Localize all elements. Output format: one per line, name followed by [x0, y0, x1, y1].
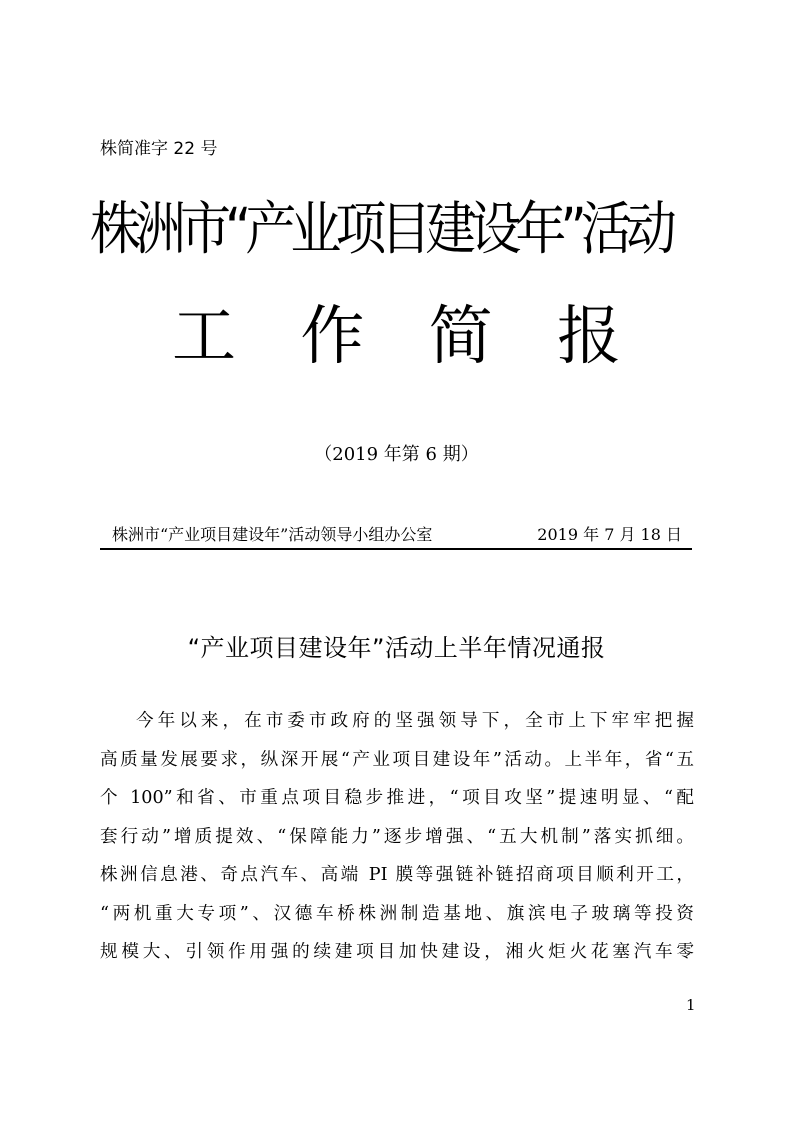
article-title: “产业项目建设年”活动上半年情况通报	[187, 634, 606, 662]
body-line: 高质量发展要求，纵深开展“产业项目建设年”活动。上半年，省“五	[100, 749, 694, 770]
header-rule	[100, 548, 692, 550]
body-paragraph	[100, 702, 694, 972]
body-line: “两机重大专项”、汉德车桥株洲制造基地、旗滨电子玻璃等投资	[100, 903, 694, 924]
body-line: 套行动”增质提效、“保障能力”逐步增强、“五大机制”落实抓细。	[100, 826, 694, 847]
body-line: 今年以来，在市委市政府的坚强领导下，全市上下牢牢把握	[136, 711, 694, 731]
page-number: 1	[686, 996, 696, 1014]
article-body	[100, 702, 694, 972]
body-line: 个 100”和省、市重点项目稳步推进，“项目攻坚”提速明显、“配	[100, 788, 694, 808]
body-line: 规模大、引领作用强的续建项目加快建设，湘火炬火花塞汽车零	[100, 942, 694, 962]
issue-date: 2019 年 7 月 18 日	[537, 525, 682, 544]
body-line: 株洲信息港、奇点汽车、高端 PI 膜等强链补链招商项目顺利开工，	[100, 865, 694, 885]
issuer: 株洲市“产业项目建设年”活动领导小组办公室	[112, 525, 433, 544]
masthead-subtitle: 工 作 简 报	[171, 300, 644, 374]
issuer-line	[100, 522, 692, 545]
doc-number: 株简准字 22 号	[100, 139, 218, 159]
issue-number: （2019 年第 6 期）	[314, 444, 479, 465]
masthead-title: 株洲市“产业项目建设年”活动	[90, 197, 671, 264]
